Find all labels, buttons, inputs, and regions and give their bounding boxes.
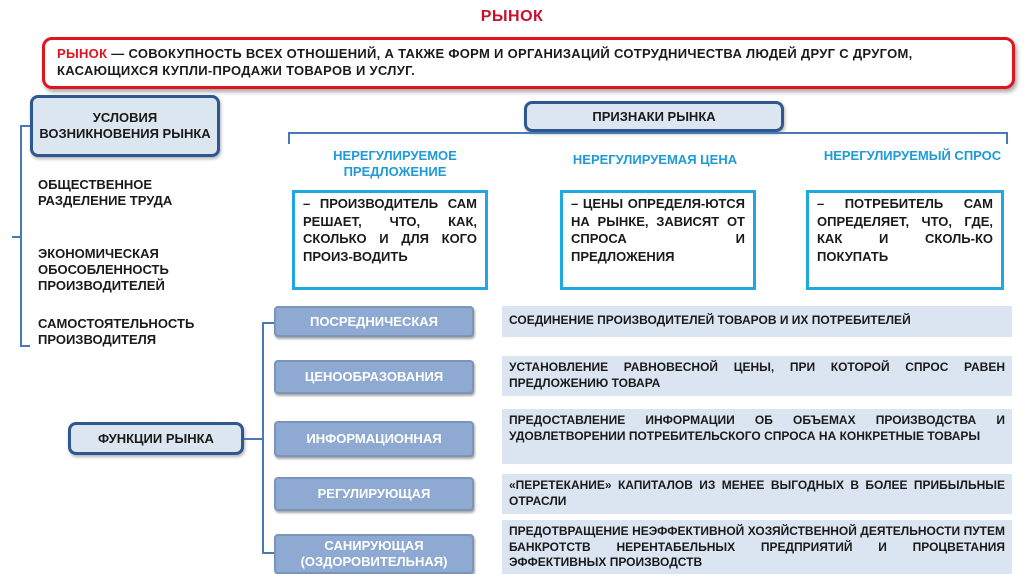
function-4-desc: «ПЕРЕТЕКАНИЕ» КАПИТАЛОВ ИЗ МЕНЕЕ ВЫГОДНЫХ В БОЛЕЕ ПРИБЫЛЬНЫЕ ОТРАСЛИ — [502, 474, 1012, 514]
sign-title-2: НЕРЕГУЛИРУЕМАЯ ЦЕНА — [572, 152, 738, 167]
conditions-bracket-bottom — [20, 345, 30, 347]
sign-desc-3: – ПОТРЕБИТЕЛЬ САМ ОПРЕДЕЛЯЕТ, ЧТО, ГДЕ, КАК И СКОЛЬ-КО ПОКУПАТЬ — [806, 190, 1004, 290]
function-4-name: РЕГУЛИРУЮЩАЯ — [317, 486, 431, 501]
conditions-bracket-top — [20, 125, 30, 127]
signs-bracket-left — [288, 132, 290, 144]
functions-bracket-tick — [244, 438, 263, 440]
definition-box — [42, 37, 1015, 89]
signs-bracket — [288, 132, 1008, 134]
definition-term: РЫНОК — [57, 46, 108, 61]
condition-item-2: ЭКОНОМИЧЕСКАЯ ОБОСОБЛЕННОСТЬ ПРОИЗВОДИТЕЛЕЙ — [38, 246, 169, 293]
function-1-name: ПОСРЕДНИЧЕСКАЯ — [309, 313, 439, 329]
conditions-title: УСЛОВИЯ ВОЗНИКНОВЕНИЯ РЫНКА — [39, 110, 211, 141]
function-3-name: ИНФОРМАЦИОННАЯ — [306, 431, 442, 446]
functions-bracket-bottom — [262, 552, 274, 554]
signs-title: ПРИЗНАКИ РЫНКА — [592, 108, 716, 124]
function-2-button — [274, 360, 474, 394]
sign-title-3: НЕРЕГУЛИРУЕМЫЙ СПРОС — [823, 148, 1002, 163]
sign-desc-1: – ПРОИЗВОДИТЕЛЬ САМ РЕШАЕТ, ЧТО, КАК, СКОЛЬКО И ДЛЯ КОГО ПРОИЗ-ВОДИТЬ — [292, 190, 488, 290]
function-2-name: ЦЕНООБРАЗОВАНИЯ — [304, 369, 444, 384]
function-2-desc: УСТАНОВЛЕНИЕ РАВНОВЕСНОЙ ЦЕНЫ, ПРИ КОТОРОЙ СПРОС РАВЕН ПРЕДЛОЖЕНИЮ ТОВАРА — [502, 356, 1012, 396]
function-5-button — [274, 534, 474, 574]
function-1-button — [274, 306, 474, 337]
conditions-title-box — [30, 95, 220, 157]
function-1-desc: СОЕДИНЕНИЕ ПРОИЗВОДИТЕЛЕЙ ТОВАРОВ И ИХ ПОТРЕБИТЕЛЕЙ — [502, 306, 1012, 337]
sign-desc-2: – ЦЕНЫ ОПРЕДЕЛЯ-ЮТСЯ НА РЫНКЕ, ЗАВИСЯТ ОТ СПРОСА И ПРЕДЛОЖЕНИЯ — [560, 190, 756, 290]
condition-item-3: САМОСТОЯТЕЛЬНОСТЬ ПРОИЗВОДИТЕЛЯ — [38, 316, 195, 347]
sign-title-1: НЕРЕГУЛИРУЕМОЕ ПРЕДЛОЖЕНИЕ — [333, 148, 457, 179]
function-5-name: САНИРУЮЩАЯ (ОЗДОРОВИТЕЛЬНАЯ) — [300, 538, 448, 569]
functions-title: ФУНКЦИИ РЫНКА — [98, 430, 214, 446]
condition-item-1: ОБЩЕСТВЕННОЕ РАЗДЕЛЕНИЕ ТРУДА — [38, 177, 173, 208]
signs-bracket-right — [1006, 132, 1008, 144]
signs-title-box — [524, 101, 784, 132]
functions-bracket-top — [262, 322, 274, 324]
function-5-desc: ПРЕДОТВРАЩЕНИЕ НЕЭФФЕКТИВНОЙ ХОЗЯЙСТВЕННОЙ ДЕЯТЕЛЬНОСТИ ПУТЕМ БАНКРОТСТВ НЕРЕНТАБЕЛЬНЫХ ПРЕДПРИЯТИЙ И ПРОЦВЕТАНИЯ ЭФФЕКТИВНЫХ ПРОИЗВОДСТВ — [502, 520, 1012, 574]
function-4-button — [274, 477, 474, 511]
definition-text: — СОВОКУПНОСТЬ ВСЕХ ОТНОШЕНИЙ, А ТАКЖЕ ФОРМ И ОРГАНИЗАЦИЙ СОТРУДНИЧЕСТВА ЛЮДЕЙ ДРУГ С ДРУГОМ, КАСАЮЩИХСЯ КУПЛИ-ПРОДАЖИ ТОВАРОВ И УСЛУГ. — [57, 46, 913, 78]
function-3-desc: ПРЕДОСТАВЛЕНИЕ ИНФОРМАЦИИ ОБ ОБЪЕМАХ ПРОИЗВОДСТВА И УДОВЛЕТВОРЕНИИ ПОТРЕБИТЕЛЬСКОГО СПРОСА НА КОНКРЕТНЫЕ ТОВАРЫ — [502, 409, 1012, 464]
functions-title-box — [68, 422, 244, 455]
page-title: РЫНОК — [480, 8, 544, 25]
function-3-button — [274, 421, 474, 457]
conditions-bracket-tick — [12, 236, 21, 238]
